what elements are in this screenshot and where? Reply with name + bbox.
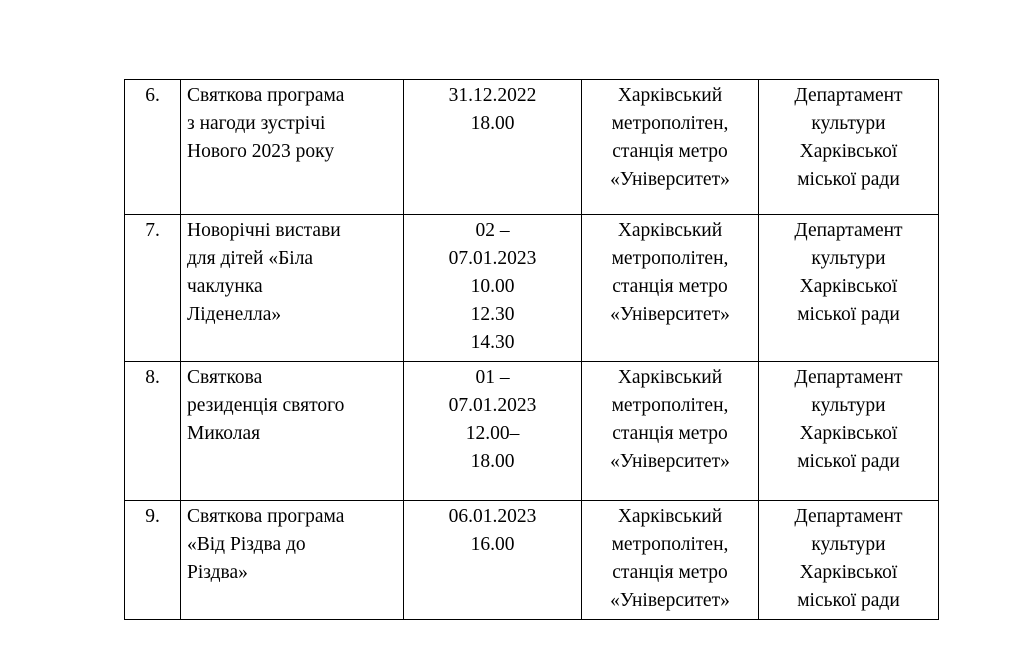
event-place: Харківський метрополітен, станція метро «Університет» <box>582 215 759 362</box>
event-name: Святкова програма з нагоди зустрічі Нового 2023 року <box>181 80 404 215</box>
events-table <box>124 79 939 620</box>
event-organizer: Департамент культури Харківської міської ради <box>759 362 939 501</box>
event-organizer: Департамент культури Харківської міської ради <box>759 215 939 362</box>
event-place: Харківський метрополітен, станція метро «Університет» <box>582 501 759 620</box>
event-name: Святкова резиденція святого Миколая <box>181 362 404 501</box>
event-date: 01 – 07.01.2023 12.00– 18.00 <box>404 362 582 501</box>
table-row <box>125 215 939 362</box>
event-name: Святкова програма «Від Різдва до Різдва» <box>181 501 404 620</box>
event-organizer: Департамент культури Харківської міської ради <box>759 80 939 215</box>
table-row <box>125 501 939 620</box>
event-name: Новорічні вистави для дітей «Біла чаклунка Ліденелла» <box>181 215 404 362</box>
table-row <box>125 362 939 501</box>
row-number: 9. <box>125 501 181 620</box>
row-number: 6. <box>125 80 181 215</box>
event-date: 02 – 07.01.2023 10.00 12.30 14.30 <box>404 215 582 362</box>
event-date: 06.01.2023 16.00 <box>404 501 582 620</box>
row-number: 8. <box>125 362 181 501</box>
event-place: Харківський метрополітен, станція метро «Університет» <box>582 362 759 501</box>
event-date: 31.12.2022 18.00 <box>404 80 582 215</box>
event-organizer: Департамент культури Харківської міської ради <box>759 501 939 620</box>
event-place: Харківський метрополітен, станція метро «Університет» <box>582 80 759 215</box>
table-row <box>125 80 939 215</box>
row-number: 7. <box>125 215 181 362</box>
